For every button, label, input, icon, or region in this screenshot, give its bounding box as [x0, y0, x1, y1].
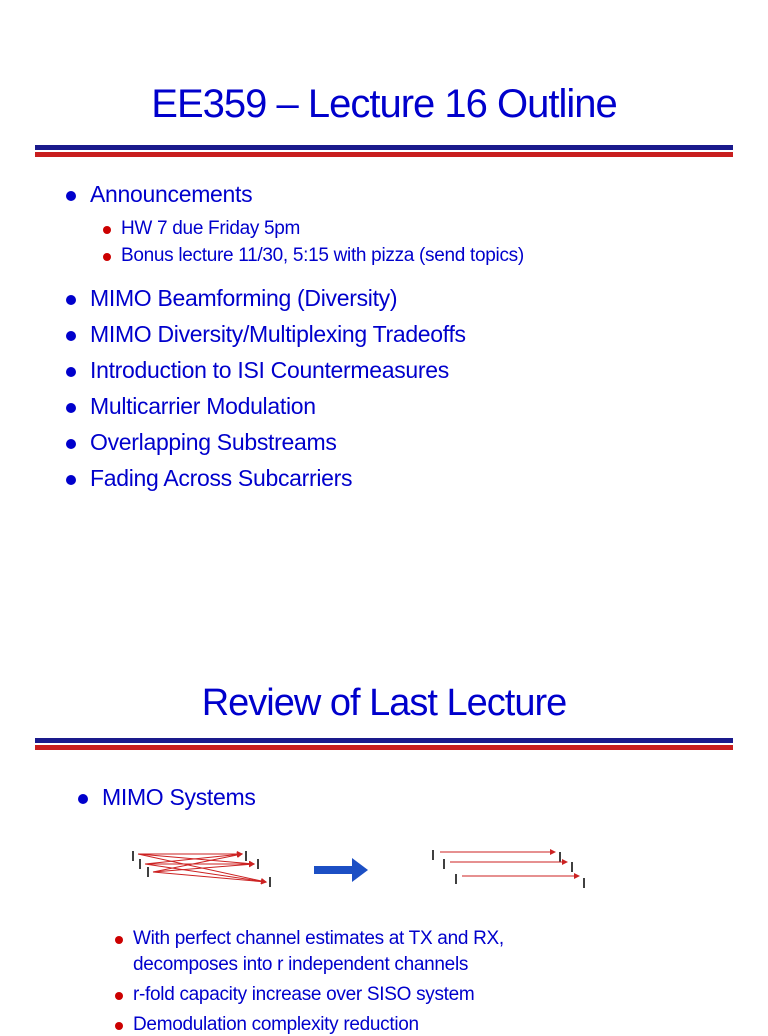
bullet-isi-countermeasures: Introduction to ISI Countermeasures: [90, 357, 449, 383]
slide-title: EE359 – Lecture 16 Outline: [151, 82, 617, 126]
bullet-fading: Fading Across Subcarriers: [90, 465, 353, 491]
bullet-announcements: Announcements: [90, 181, 253, 207]
transform-arrow: [314, 858, 368, 882]
crossed-paths: [138, 854, 266, 882]
mimo-decomposition-diagram: [120, 842, 600, 892]
slide-2: [0, 512, 768, 1035]
title-rule: [35, 738, 733, 750]
bullet-mimo-tradeoffs: MIMO Diversity/Multiplexing Tradeoffs: [90, 321, 466, 347]
title-rule: [35, 145, 733, 157]
bullet-mimo-beamforming: MIMO Beamforming (Diversity): [90, 285, 398, 311]
mimo-channel-crossed: [133, 851, 270, 887]
sub-bullet-homework: HW 7 due Friday 5pm: [121, 218, 301, 239]
parallel-paths: [440, 852, 579, 876]
sub-bullet-channel-estimates: With perfect channel estimates at TX and RX,: [133, 928, 504, 949]
bullet-overlapping: Overlapping Substreams: [90, 429, 337, 455]
bullet-multicarrier: Multicarrier Modulation: [90, 393, 316, 419]
slide-1: [0, 0, 768, 512]
sub-bullet-demodulation: Demodulation complexity reduction: [133, 1014, 419, 1035]
slide-title: Review of Last Lecture: [201, 682, 567, 724]
sub-bullet-bonus-lecture: Bonus lecture 11/30, 5:15 with pizza (send topics): [121, 245, 524, 266]
sub-bullet-capacity-increase: r-fold capacity increase over SISO system: [133, 984, 475, 1005]
sub-bullet-continuation: decomposes into r independent channels: [133, 954, 469, 975]
bullet-mimo-systems: MIMO Systems: [102, 784, 256, 810]
parallel-channels: [433, 850, 584, 888]
